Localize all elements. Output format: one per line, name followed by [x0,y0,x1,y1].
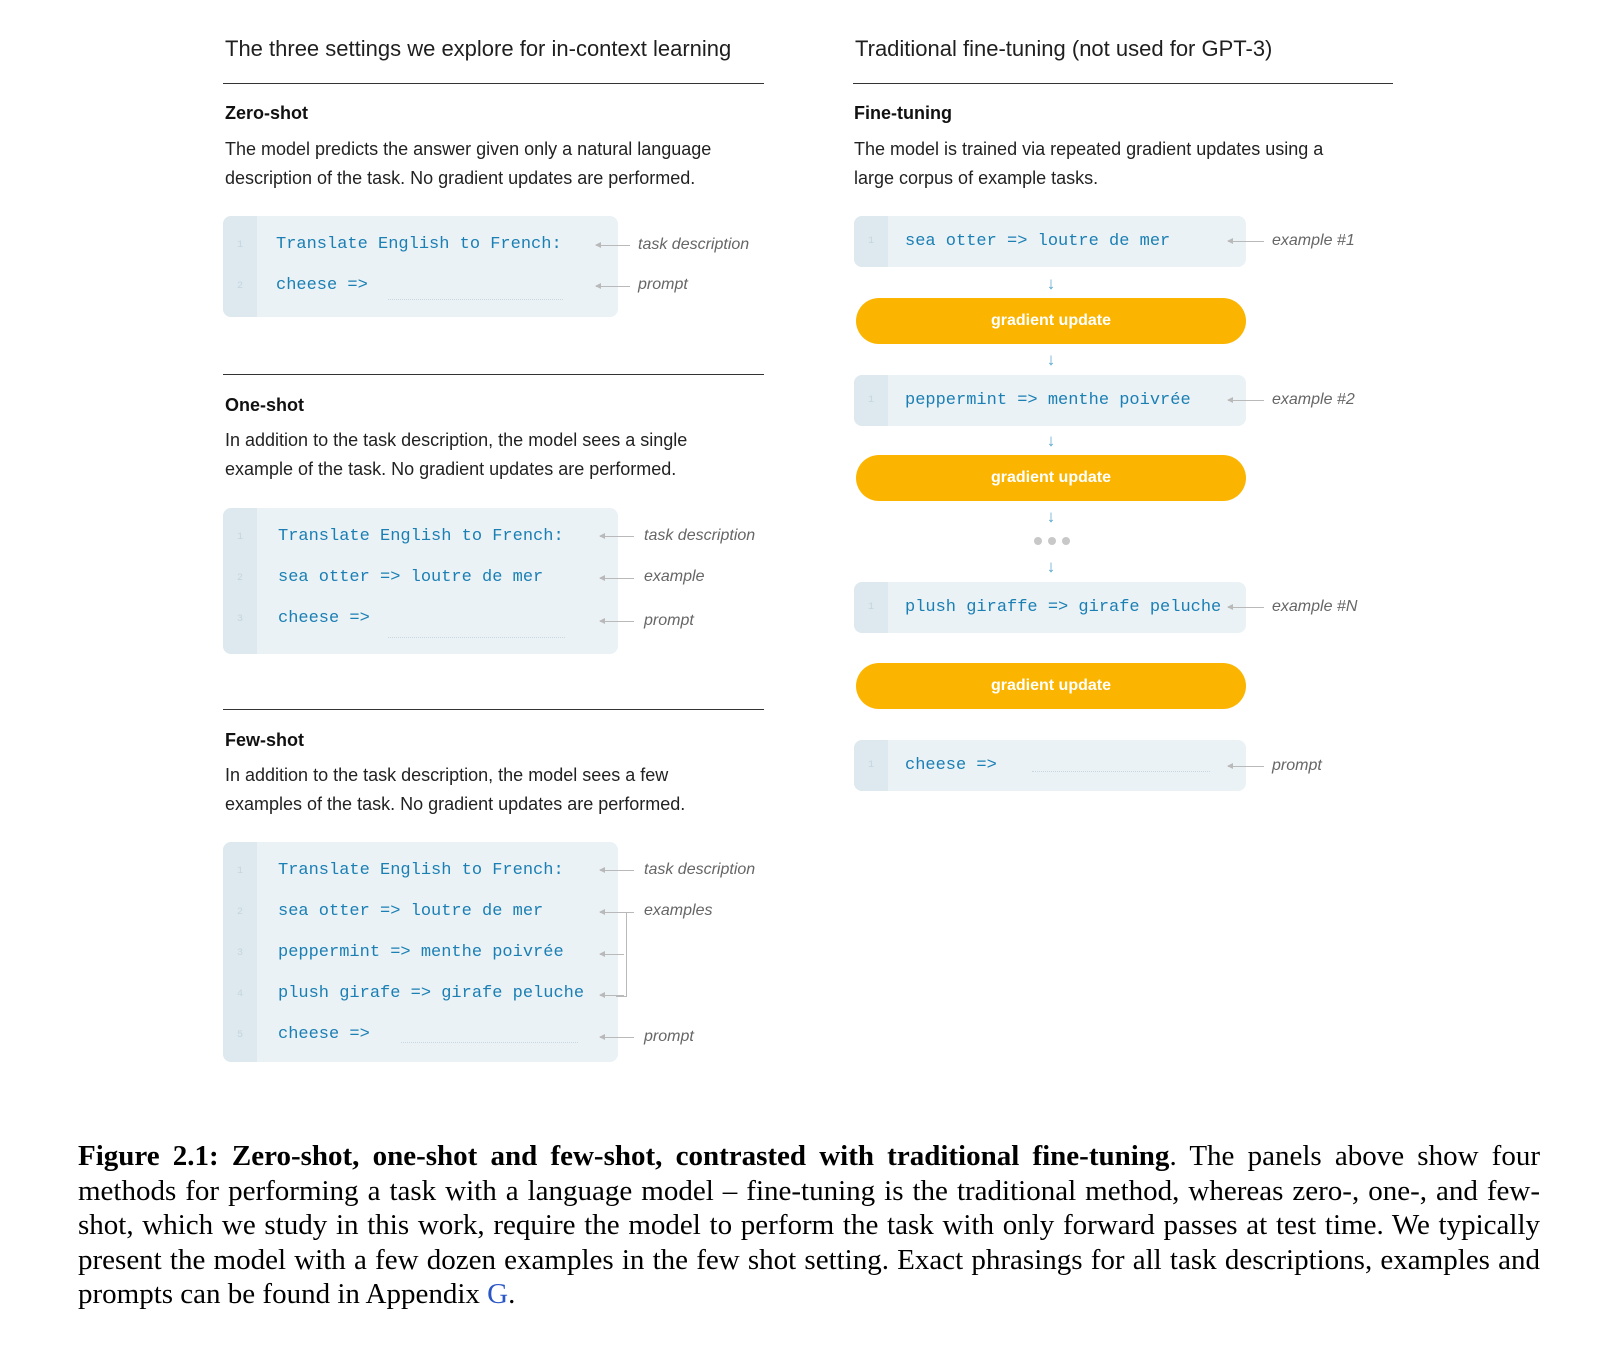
code-line: sea otter => loutre de mer [905,232,1171,251]
example-code-box [854,582,1246,633]
fine-tuning-desc-1: The model is trained via repeated gradient updates using a [854,139,1324,159]
code-line: sea otter => loutre de mer [278,568,544,587]
example-code-box [854,216,1246,267]
line-number: 1 [867,395,874,406]
examples-bracket [616,912,627,997]
blank-answer-line [388,637,565,638]
code-line: Translate English to French: [278,527,564,546]
right-title-rule [853,83,1393,84]
figure-label: Figure 2.1: [78,1140,219,1172]
code-line: plush girafe => girafe peluche [278,984,585,1003]
blank-answer-line [388,299,563,300]
annotation-label: prompt [644,612,694,629]
annotation-label: example [644,568,705,585]
section-divider [223,374,764,375]
line-number: 1 [236,240,243,251]
left-arrow-icon [596,286,630,287]
down-arrow-icon: ↓ [1046,350,1056,369]
zero-shot-code-box [223,216,618,317]
line-number: 1 [867,236,874,247]
one-shot-title: One-shot [225,395,304,415]
line-number: 3 [236,948,243,959]
line-number: 1 [236,866,243,877]
left-arrow-icon [600,536,634,537]
line-number: 2 [236,281,243,292]
left-arrow-icon [1228,607,1264,608]
annotation-label: prompt [1272,757,1322,774]
zero-shot-desc-1: The model predicts the answer given only a natural language [225,139,712,159]
annotation-label: task description [644,861,756,878]
down-arrow-icon: ↓ [1046,557,1056,576]
one-shot-desc-1: In addition to the task description, the model sees a single [225,430,688,450]
code-line: Translate English to French: [278,861,564,880]
left-arrow-icon [596,245,630,246]
left-title-rule [223,83,764,84]
left-arrow-icon [1228,400,1264,401]
prompt-code-box [854,740,1246,791]
ellipsis-dot [1034,537,1042,545]
annotation-label: examples [644,902,713,919]
annotation-label: example #2 [1272,391,1355,408]
code-line: cheese => [276,276,368,295]
one-shot-desc-2: example of the task. No gradient updates are performed. [225,459,677,479]
down-arrow-icon: ↓ [1046,274,1056,293]
gradient-update-pill: gradient update [856,663,1246,709]
line-number: 1 [867,760,874,771]
line-number: 3 [236,614,243,625]
code-line: plush giraffe => girafe peluche [905,598,1222,617]
left-arrow-icon [1228,766,1264,767]
code-line: peppermint => menthe poivrée [278,943,564,962]
few-shot-desc-2: examples of the task. No gradient updates are performed. [225,794,686,814]
annotation-label: example #1 [1272,232,1355,249]
zero-shot-desc-2: description of the task. No gradient updates are performed. [225,168,696,188]
code-line: cheese => [905,756,997,775]
right-column-title: Traditional fine-tuning (not used for GPT-3) [855,36,1273,61]
caption-end: . [508,1278,516,1310]
ellipsis-dot [1062,537,1070,545]
annotation-label: prompt [644,1028,694,1045]
blank-answer-line [401,1042,578,1043]
appendix-link[interactable]: G [487,1278,509,1310]
down-arrow-icon: ↓ [1046,507,1056,526]
few-shot-title: Few-shot [225,730,304,750]
one-shot-code-box [223,508,618,654]
left-column-title: The three settings we explore for in-context learning [225,36,732,61]
line-number: 2 [236,573,243,584]
code-line: sea otter => loutre de mer [278,902,544,921]
code-line: cheese => [278,609,370,628]
ellipsis-dot [1048,537,1056,545]
fine-tuning-title: Fine-tuning [854,103,952,123]
blank-answer-line [1032,771,1210,772]
section-divider [223,709,764,710]
left-arrow-icon [600,578,634,579]
caption-text: . The panels above show four methods for performing a task with a language model – fine-tuning is the traditional method, whereas zero-, one-, and few-shot, which we study in this work, require the model to perform the task with only forward passes at test time. We typically present the model with a few dozen examples in the few shot setting. Exact phrasings for all task descriptions, examples and prompts can be found in Appendix [78,1140,1540,1310]
gradient-update-pill: gradient update [856,455,1246,501]
gradient-update-pill: gradient update [856,298,1246,344]
annotation-label: prompt [638,276,688,293]
left-arrow-icon [600,870,634,871]
line-number: 5 [236,1030,243,1041]
few-shot-code-box [223,842,618,1062]
figure-bold-title: Zero-shot, one-shot and few-shot, contrasted with traditional fine-tuning [231,1140,1170,1172]
example-code-box [854,375,1246,426]
few-shot-desc-1: In addition to the task description, the model sees a few [225,765,669,785]
down-arrow-icon: ↓ [1046,431,1056,450]
annotation-label: example #N [1272,598,1358,615]
line-gutter [223,216,257,317]
code-line: Translate English to French: [276,235,562,254]
line-number: 4 [236,989,243,1000]
annotation-label: task description [644,527,756,544]
left-arrow-icon [600,1037,634,1038]
figure-caption [78,1139,1540,1312]
zero-shot-title: Zero-shot [225,103,308,123]
fine-tuning-desc-2: large corpus of example tasks. [854,168,1099,188]
line-number: 2 [236,907,243,918]
left-arrow-icon [600,621,634,622]
code-line: cheese => [278,1025,370,1044]
annotation-label: task description [638,236,750,253]
left-arrow-icon [1228,241,1264,242]
line-number: 1 [867,602,874,613]
code-line: peppermint => menthe poivrée [905,391,1191,410]
line-number: 1 [236,532,243,543]
